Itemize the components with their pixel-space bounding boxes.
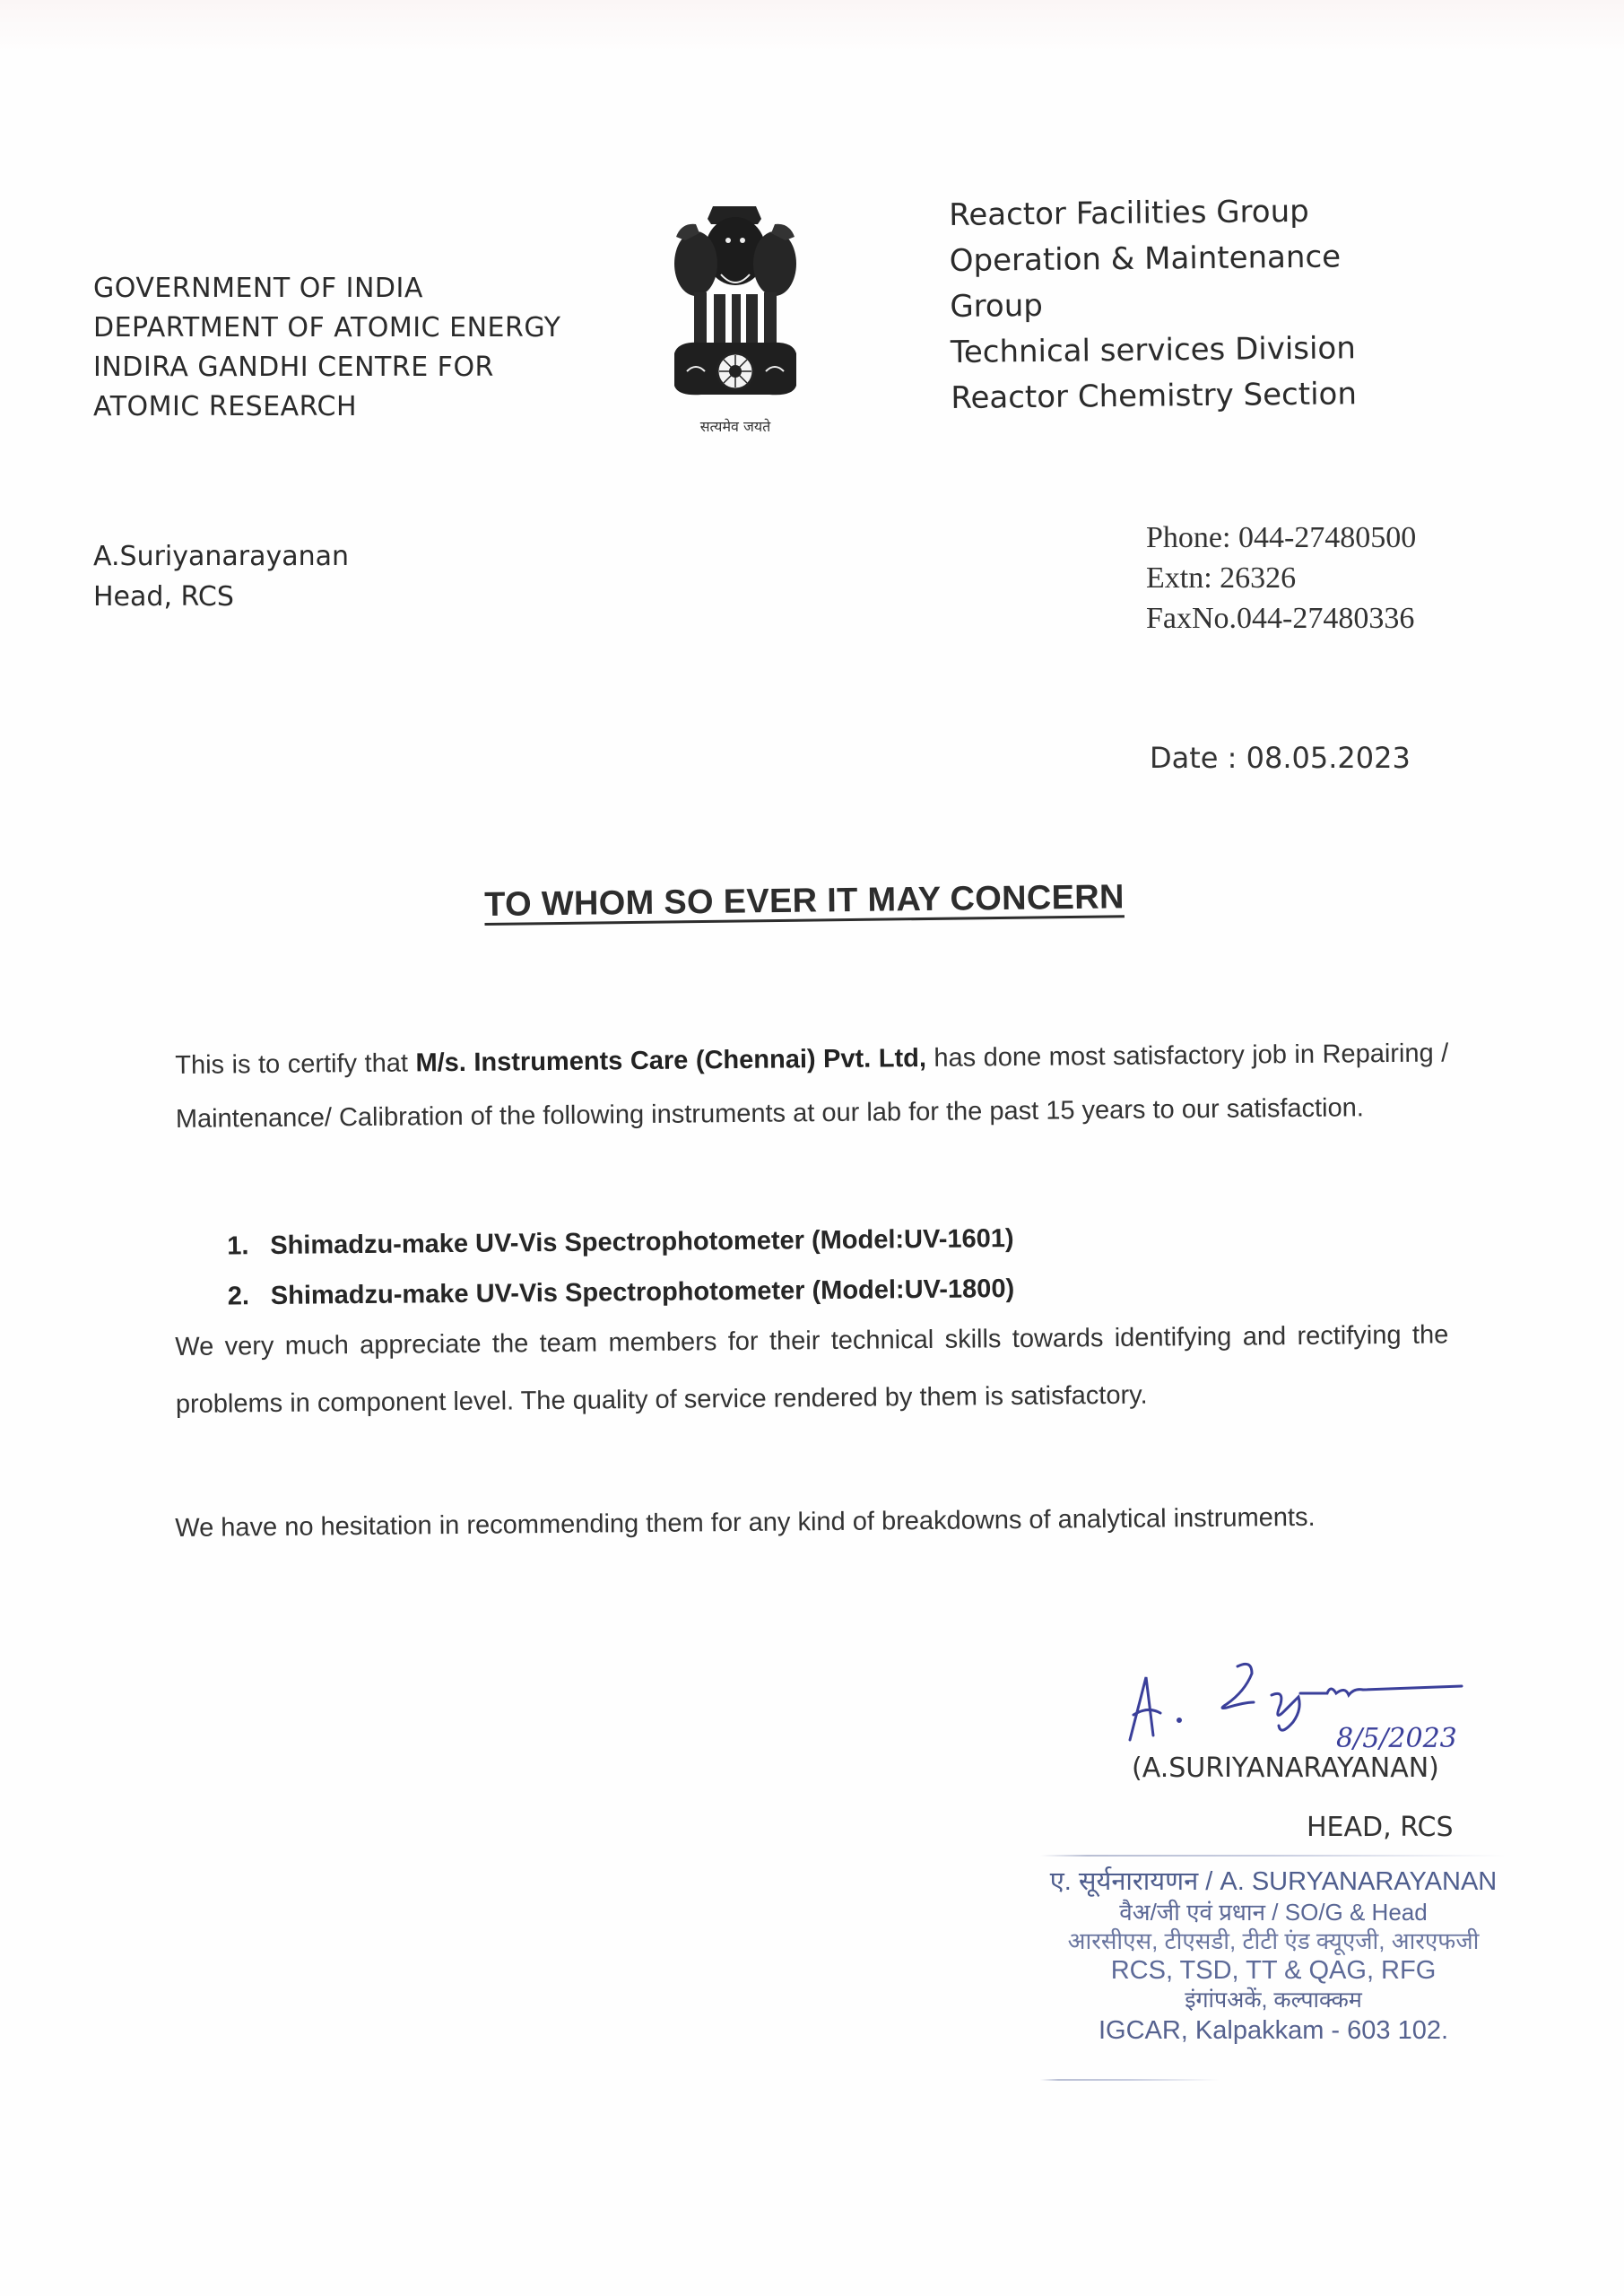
company-name: M/s. Instruments Care (Chennai) Pvt. Ltd, bbox=[415, 1043, 927, 1078]
certification-paragraph bbox=[175, 1026, 1449, 1146]
org-line: GOVERNMENT OF INDIA bbox=[93, 273, 423, 304]
phone-number: Phone: 044-27480500 bbox=[1146, 521, 1417, 554]
national-emblem-icon bbox=[664, 196, 807, 436]
para1-suffix: has done most satisfactory job in Repairing / Maintenance/ Calibration of the following instruments at our lab for the past 15 years to our satisfaction. bbox=[175, 1039, 1449, 1134]
handwritten-signature bbox=[1121, 1650, 1498, 1758]
dept-line: Technical services Division bbox=[950, 330, 1357, 370]
dept-line: Operation & Maintenance bbox=[949, 239, 1342, 279]
department-header bbox=[949, 188, 1357, 422]
fax-number: FaxNo.044-27480336 bbox=[1146, 602, 1415, 635]
stamp-line: इंगांपअकें, कल्पाक्कम bbox=[1185, 1987, 1362, 2013]
contact-block bbox=[1146, 517, 1416, 639]
emblem-motto: सत्यमेव जयते bbox=[699, 418, 771, 435]
recommendation-paragraph: We have no hesitation in recommending them for any kind of breakdowns of analytical instruments. bbox=[175, 1502, 1316, 1543]
instrument-list bbox=[175, 1209, 1449, 1322]
signatory-title: HEAD, RCS bbox=[1307, 1812, 1454, 1843]
organization-header bbox=[93, 269, 560, 427]
stamp-line: ए. सूर्यनारायणन / A. SURYANARAYANAN bbox=[1049, 1867, 1498, 1896]
stamp-line: आरसीएस, टीएसडी, टीटी एंड क्यूएजी, आरएफजी bbox=[1067, 1927, 1480, 1954]
sender-designation: Head, RCS bbox=[93, 581, 234, 613]
org-line: ATOMIC RESEARCH bbox=[93, 391, 358, 422]
stamp-line: RCS, TSD, TT & QAG, RFG bbox=[1110, 1956, 1437, 1985]
instrument-name: Shimadzu-make UV-Vis Spectrophotometer (Model:UV-1601) bbox=[270, 1224, 1014, 1260]
stamp-line: IGCAR, Kalpakkam - 603 102. bbox=[1098, 2016, 1449, 2045]
list-number: 1. bbox=[227, 1231, 249, 1261]
dept-line: Reactor Chemistry Section bbox=[951, 376, 1358, 416]
stamp-line: वैअ/जी एवं प्रधान / SO/G & Head bbox=[1119, 1899, 1428, 1926]
org-line: DEPARTMENT OF ATOMIC ENERGY bbox=[93, 312, 561, 344]
org-line: INDIRA GANDHI CENTRE FOR bbox=[93, 352, 494, 383]
official-stamp bbox=[1031, 1866, 1515, 2047]
lion-capital-icon bbox=[664, 196, 807, 407]
letter-title: TO WHOM SO EVER IT MAY CONCERN bbox=[484, 878, 1125, 924]
dept-line: Group bbox=[950, 287, 1044, 325]
list-number: 2. bbox=[227, 1282, 250, 1311]
stamp-top-rule bbox=[1040, 1855, 1507, 1857]
extension-number: Extn: 26326 bbox=[1146, 561, 1297, 595]
handwritten-date: 8/5/2023 bbox=[1336, 1723, 1457, 1754]
appreciation-paragraph: We very much appreciate the team members for their technical skills towards identifying and rectifying the problems in component level. The quality of service rendered by them is satisfactory. bbox=[175, 1320, 1449, 1419]
letter-date: Date : 08.05.2023 bbox=[1150, 741, 1411, 775]
stamp-bottom-rule bbox=[1040, 2079, 1220, 2081]
instrument-name: Shimadzu-make UV-Vis Spectrophotometer (Model:UV-1800) bbox=[270, 1274, 1015, 1310]
sender-name: A.Suriyanarayanan bbox=[93, 541, 350, 572]
sender-block bbox=[93, 536, 349, 617]
signature-icon bbox=[1121, 1650, 1498, 1758]
signatory-name: (A.SURIYANARAYANAN) bbox=[1132, 1752, 1439, 1784]
dept-line: Reactor Facilities Group bbox=[949, 193, 1309, 233]
para1-prefix: This is to certify that bbox=[175, 1048, 416, 1080]
